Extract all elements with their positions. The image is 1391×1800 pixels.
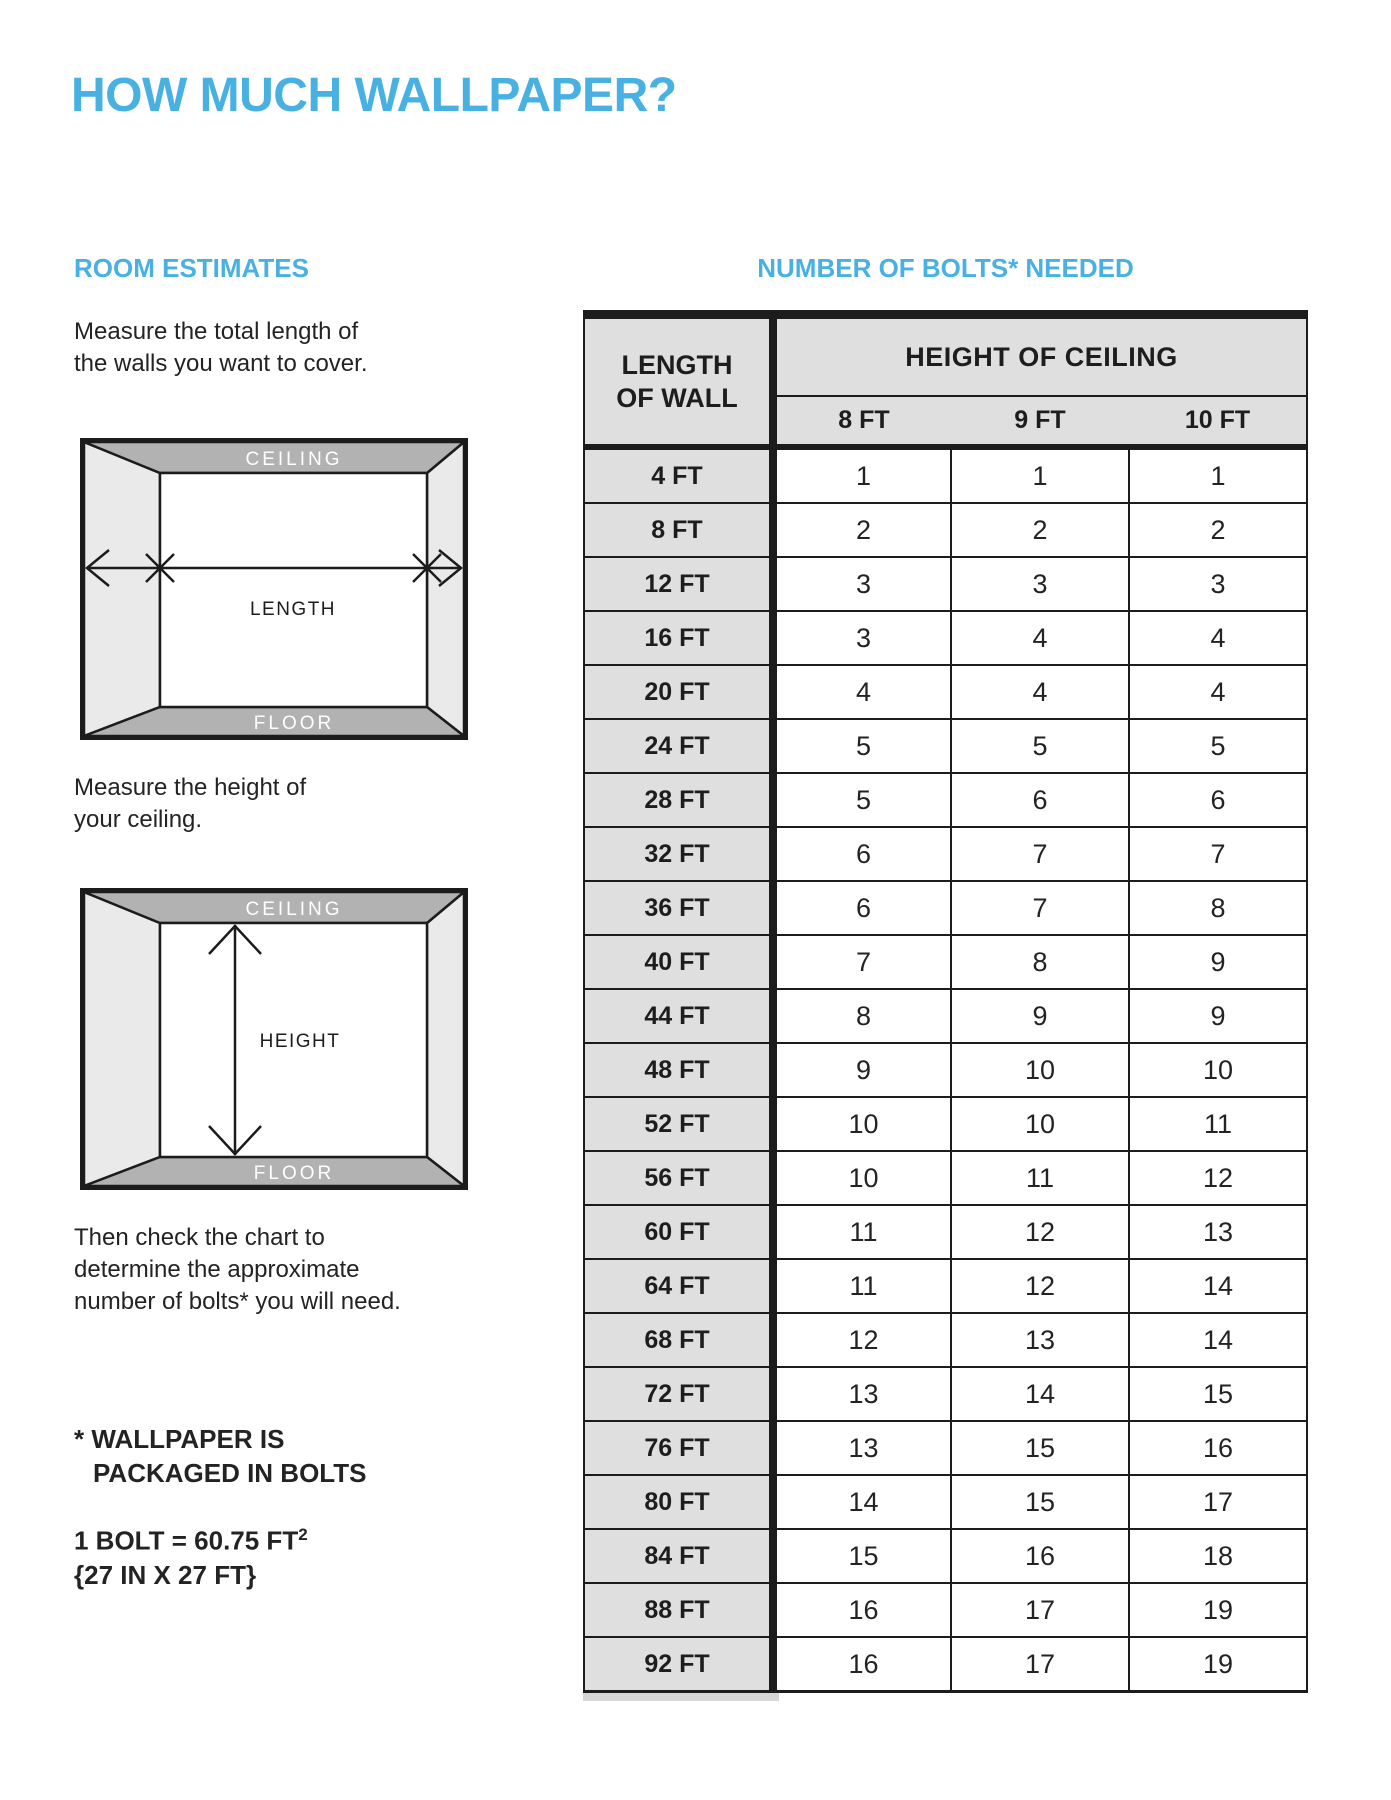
column-dimension-header: HEIGHT OF CEILING	[773, 315, 1307, 397]
value-cell: 10	[951, 1043, 1129, 1097]
value-cell: 4	[1129, 611, 1307, 665]
table-row	[584, 557, 1307, 611]
bolt-equation-superscript: 2	[298, 1525, 308, 1544]
row-label-cell: 80 FT	[584, 1475, 773, 1529]
paragraph-line: determine the approximate	[74, 1256, 360, 1283]
value-cell: 8	[951, 935, 1129, 989]
value-cell: 3	[951, 557, 1129, 611]
row-label-cell: 16 FT	[584, 611, 773, 665]
value-cell: 15	[1129, 1367, 1307, 1421]
back-wall	[160, 473, 427, 707]
row-label-cell: 24 FT	[584, 719, 773, 773]
value-cell: 10	[951, 1097, 1129, 1151]
row-label-cell: 88 FT	[584, 1583, 773, 1637]
table-row	[584, 989, 1307, 1043]
row-label-cell: 60 FT	[584, 1205, 773, 1259]
row-label-cell: 92 FT	[584, 1637, 773, 1692]
value-cell: 2	[1129, 503, 1307, 557]
value-cell: 9	[773, 1043, 951, 1097]
row-label-cell: 76 FT	[584, 1421, 773, 1475]
paragraph-measure-height	[74, 772, 306, 836]
value-cell: 9	[1129, 989, 1307, 1043]
value-cell: 11	[1129, 1097, 1307, 1151]
row-label-cell: 84 FT	[584, 1529, 773, 1583]
col-header-10ft: 10 FT	[1129, 396, 1307, 447]
value-cell: 1	[1129, 447, 1307, 503]
row-label-cell: 40 FT	[584, 935, 773, 989]
value-cell: 13	[773, 1421, 951, 1475]
table-row	[584, 1475, 1307, 1529]
height-label: HEIGHT	[259, 1031, 341, 1052]
row-label-cell: 36 FT	[584, 881, 773, 935]
note-line: * WALLPAPER IS	[74, 1424, 285, 1454]
bolt-equation	[74, 1518, 308, 1592]
paragraph-line: number of bolts* you will need.	[74, 1288, 401, 1315]
table-row	[584, 1421, 1307, 1475]
row-label-cell: 8 FT	[584, 503, 773, 557]
table-row	[584, 719, 1307, 773]
table-row	[584, 503, 1307, 557]
ceiling-label: CEILING	[245, 449, 343, 470]
value-cell: 16	[773, 1637, 951, 1692]
value-cell: 13	[951, 1313, 1129, 1367]
left-wall	[84, 442, 160, 736]
value-cell: 3	[1129, 557, 1307, 611]
value-cell: 16	[1129, 1421, 1307, 1475]
value-cell: 17	[1129, 1475, 1307, 1529]
table-row	[584, 1313, 1307, 1367]
right-wall	[427, 892, 464, 1186]
section-heading-room-estimates: ROOM ESTIMATES	[74, 253, 309, 283]
value-cell: 5	[951, 719, 1129, 773]
row-dimension-header-line: LENGTH	[621, 349, 733, 380]
table-row	[584, 881, 1307, 935]
value-cell: 18	[1129, 1529, 1307, 1583]
value-cell: 3	[773, 557, 951, 611]
value-cell: 11	[773, 1205, 951, 1259]
value-cell: 15	[773, 1529, 951, 1583]
table-heading: NUMBER OF BOLTS* NEEDED	[757, 253, 1134, 283]
room-length-diagram	[80, 438, 468, 740]
row-label-cell: 44 FT	[584, 989, 773, 1043]
value-cell: 7	[773, 935, 951, 989]
value-cell: 13	[1129, 1205, 1307, 1259]
value-cell: 5	[773, 773, 951, 827]
paragraph-line: Then check the chart to	[74, 1224, 325, 1251]
value-cell: 4	[1129, 665, 1307, 719]
row-label-cell: 68 FT	[584, 1313, 773, 1367]
table-footer-strip	[583, 1693, 779, 1701]
table-row	[584, 773, 1307, 827]
row-label-cell: 52 FT	[584, 1097, 773, 1151]
value-cell: 1	[773, 447, 951, 503]
value-cell: 19	[1129, 1583, 1307, 1637]
value-cell: 4	[951, 665, 1129, 719]
wallpaper-note	[74, 1422, 366, 1490]
floor-label: FLOOR	[253, 713, 335, 734]
ceiling-label: CEILING	[245, 899, 343, 920]
table-row	[584, 447, 1307, 503]
value-cell: 6	[773, 827, 951, 881]
value-cell: 10	[773, 1151, 951, 1205]
value-cell: 2	[773, 503, 951, 557]
row-label-cell: 12 FT	[584, 557, 773, 611]
paragraph-measure-length	[74, 316, 367, 380]
bolt-equation-line	[74, 1518, 308, 1558]
value-cell: 2	[951, 503, 1129, 557]
table-row	[584, 1151, 1307, 1205]
page-title: HOW MUCH WALLPAPER?	[71, 69, 677, 122]
value-cell: 6	[1129, 773, 1307, 827]
value-cell: 6	[951, 773, 1129, 827]
value-cell: 4	[951, 611, 1129, 665]
table-header-row-1	[584, 315, 1307, 397]
length-label: LENGTH	[249, 599, 337, 620]
value-cell: 12	[951, 1259, 1129, 1313]
value-cell: 3	[773, 611, 951, 665]
paragraph-line: your ceiling.	[74, 806, 203, 833]
paragraph-line: Measure the height of	[74, 774, 307, 801]
value-cell: 9	[1129, 935, 1307, 989]
value-cell: 14	[951, 1367, 1129, 1421]
table-row	[584, 1529, 1307, 1583]
table-row	[584, 1583, 1307, 1637]
value-cell: 12	[773, 1313, 951, 1367]
value-cell: 17	[951, 1583, 1129, 1637]
value-cell: 15	[951, 1421, 1129, 1475]
value-cell: 8	[773, 989, 951, 1043]
right-wall	[427, 442, 464, 736]
room-height-diagram	[80, 888, 468, 1190]
value-cell: 12	[951, 1205, 1129, 1259]
table-row	[584, 935, 1307, 989]
table-row	[584, 611, 1307, 665]
table-row	[584, 1205, 1307, 1259]
row-dimension-header	[584, 315, 773, 448]
row-label-cell: 64 FT	[584, 1259, 773, 1313]
table-row	[584, 827, 1307, 881]
value-cell: 7	[951, 827, 1129, 881]
value-cell: 14	[1129, 1259, 1307, 1313]
value-cell: 16	[773, 1583, 951, 1637]
value-cell: 16	[951, 1529, 1129, 1583]
value-cell: 15	[951, 1475, 1129, 1529]
value-cell: 14	[1129, 1313, 1307, 1367]
value-cell: 11	[951, 1151, 1129, 1205]
table-row	[584, 1367, 1307, 1421]
table-row	[584, 1043, 1307, 1097]
value-cell: 6	[773, 881, 951, 935]
paragraph-check-chart	[74, 1222, 401, 1318]
col-header-8ft: 8 FT	[773, 396, 951, 447]
value-cell: 4	[773, 665, 951, 719]
floor-label: FLOOR	[253, 1163, 335, 1184]
row-label-cell: 32 FT	[584, 827, 773, 881]
bolts-table-container	[583, 310, 1308, 1701]
bolt-equation-text: 1 BOLT = 60.75 FT	[74, 1525, 299, 1556]
value-cell: 9	[951, 989, 1129, 1043]
value-cell: 12	[1129, 1151, 1307, 1205]
value-cell: 14	[773, 1475, 951, 1529]
value-cell: 7	[951, 881, 1129, 935]
row-label-cell: 28 FT	[584, 773, 773, 827]
value-cell: 17	[951, 1637, 1129, 1692]
table-row	[584, 665, 1307, 719]
value-cell: 19	[1129, 1637, 1307, 1692]
row-label-cell: 48 FT	[584, 1043, 773, 1097]
left-wall	[84, 892, 160, 1186]
table-row	[584, 1637, 1307, 1692]
row-label-cell: 72 FT	[584, 1367, 773, 1421]
row-label-cell: 20 FT	[584, 665, 773, 719]
row-label-cell: 4 FT	[584, 447, 773, 503]
row-label-cell: 56 FT	[584, 1151, 773, 1205]
row-dimension-header-line: OF WALL	[616, 382, 738, 413]
value-cell: 8	[1129, 881, 1307, 935]
value-cell: 5	[773, 719, 951, 773]
col-header-9ft: 9 FT	[951, 396, 1129, 447]
value-cell: 5	[1129, 719, 1307, 773]
table-row	[584, 1097, 1307, 1151]
value-cell: 13	[773, 1367, 951, 1421]
table-row	[584, 1259, 1307, 1313]
paragraph-line: Measure the total length of	[74, 318, 359, 345]
value-cell: 11	[773, 1259, 951, 1313]
note-line: PACKAGED IN BOLTS	[93, 1458, 367, 1488]
bolt-dimensions: {27 IN X 27 FT}	[74, 1559, 257, 1590]
value-cell: 10	[773, 1097, 951, 1151]
value-cell: 1	[951, 447, 1129, 503]
value-cell: 7	[1129, 827, 1307, 881]
paragraph-line: the walls you want to cover.	[74, 350, 368, 377]
bolts-table	[583, 310, 1308, 1693]
value-cell: 10	[1129, 1043, 1307, 1097]
